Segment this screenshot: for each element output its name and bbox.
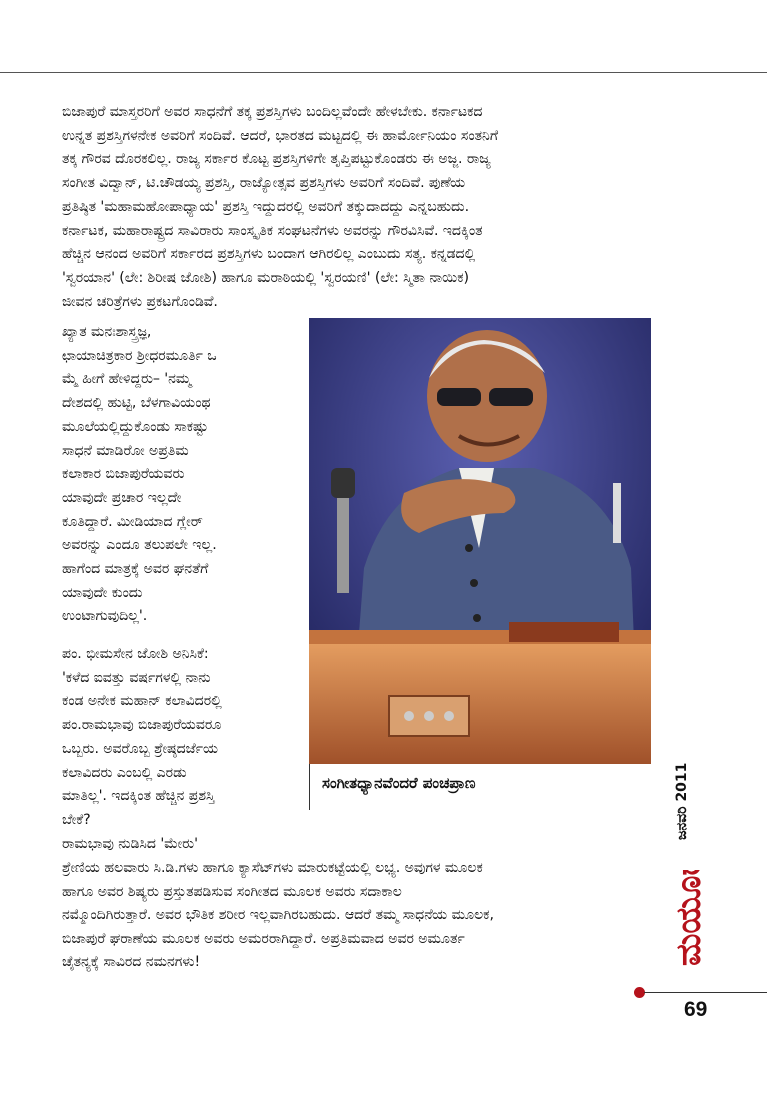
caption-rule xyxy=(309,764,310,810)
text-line: ತಕ್ಕ ಗೌರವ ದೊರಕಲಿಲ್ಲ. ರಾಜ್ಯ ಸರ್ಕಾರ ಕೊಟ್ಟ ಪ್ರಶಸ್ತಿಗಳಿಗೇ ತೃಪ್ತಿಪಟ್ಟುಕೊಂಡರು ಈ ಅಜ್ಜ. ರಾಜ್ಯ xyxy=(62,151,491,168)
text-line: ಪಂ. ಭೀಮಸೇನ ಜೋಶಿ ಅನಿಸಿಕೆ: xyxy=(62,646,209,662)
text-line: ಮಾತಿಲ್ಲ'. ಇದಕ್ಕಿಂತ ಹೆಚ್ಚಿನ ಪ್ರಶಸ್ತಿ xyxy=(62,788,215,805)
text-line: ಚೈತನ್ಯಕ್ಕೆ ಸಾವಿರದ ನಮನಗಳು! xyxy=(62,954,201,970)
text-line: ಬಿಜಾಪುರೆ ಘರಾಣೆಯ ಮೂಲಕ ಅವರು ಅಮರರಾಗಿದ್ದಾರೆ. ಅಪ್ರತಿಮವಾದ ಅವರ ಅಮೂರ್ತ xyxy=(62,930,465,947)
text-line: ಶ್ರೇಣಿಯ ಹಲವಾರು ಸಿ.ಡಿ.ಗಳು ಹಾಗೂ ಕ್ಯಾಸೆಟ್‌ಗಳು ಮಾರುಕಟ್ಟೆಯಲ್ಲಿ ಲಭ್ಯ. ಅವುಗಳ ಮೂಲಕ xyxy=(62,860,483,876)
text-line: ಕಲಾಕಾರ ಬಿಜಾಪುರೆಯವರು xyxy=(62,466,185,483)
text-line: ಪಂ.ರಾಮಭಾವು ಬಿಜಾಪುರೆಯವರೂ xyxy=(62,717,222,734)
magazine-logo xyxy=(668,870,708,968)
top-rule xyxy=(0,72,767,73)
text-line: ಪ್ರತಿಷ್ಠಿತ 'ಮಹಾಮಹೋಪಾಧ್ಯಾಯ' ಪ್ರಶಸ್ತಿ ಇದ್ದುದರಲ್ಲಿ ಅವರಿಗೆ ತಕ್ಕುದಾದದ್ದು ಎನ್ನಬಹುದು. xyxy=(62,198,469,215)
magazine-logo-graphic xyxy=(668,870,708,968)
text-line: ಹಾಗೂ ಅವರ ಶಿಷ್ಯರು ಪ್ರಸ್ತುತಪಡಿಸುವ ಸಂಗೀತದ ಮೂಲಕ ಅವರು ಸದಾಕಾಲ xyxy=(62,883,402,900)
text-line: ಮೂಲೆಯಲ್ಲಿದ್ದುಕೊಂಡು ಸಾಕಷ್ಟು xyxy=(62,418,209,435)
text-line: ಯಾವುದೇ ಕುಂದು xyxy=(62,584,143,601)
issue-date xyxy=(672,762,698,840)
text-line: ಉಂಟಾಗುವುದಿಲ್ಲ'. xyxy=(62,608,148,625)
text-line: ಸಂಗೀತ ವಿದ್ವಾನ್, ಟಿ.ಚೌಡಯ್ಯ ಪ್ರಶಸ್ತಿ, ರಾಜ್ಯೋತ್ಸವ ಪ್ರಶಸ್ತಿಗಳು ಅವರಿಗೆ ಸಂದಿವೆ. ಪುಣೆಯ xyxy=(62,175,466,192)
magazine-logo-text: ಮಯೂರ xyxy=(669,870,708,966)
text-line: ಬೇಕೆ? xyxy=(62,811,91,828)
text-line: ಮ್ಮೆ ಹೀಗೆ ಹೇಳಿದ್ದರು– 'ನಮ್ಮ xyxy=(62,371,192,388)
text-line: ಯಾವುದೇ ಪ್ರಚಾರ ಇಲ್ಲದೇ xyxy=(62,489,182,506)
text-line: ಛಾಯಾಚಿತ್ರಕಾರ ಶ್ರೀಧರಮೂರ್ತಿ ಒ xyxy=(62,347,217,364)
page-number: 69 xyxy=(684,998,708,1021)
text-line: ರಾಮಭಾವು ನುಡಿಸಿದ 'ಮೇರು' xyxy=(62,836,198,852)
text-line: ಕಲಾವಿದರು ಎಂಬಲ್ಲಿ ಎರಡು xyxy=(62,764,187,781)
text-line: ಹೆಚ್ಚಿನ ಆನಂದ ಅವರಿಗೆ ಸರ್ಕಾರದ ಪ್ರಶಸ್ತಿಗಳು ಬಂದಾಗ ಆಗಿರಲಿಲ್ಲ ಎಂಬುದು ಸತ್ಯ. ಕನ್ನಡದಲ್ಲಿ xyxy=(62,246,476,263)
text-line: ಬಿಜಾಪುರೆ ಮಾಸ್ತರರಿಗೆ ಅವರ ಸಾಧನೆಗೆ ತಕ್ಕ ಪ್ರಶಸ್ತಿಗಳು ಬಂದಿಲ್ಲವೆಂದೇ ಹೇಳಬೇಕು. ಕರ್ನಾಟಕದ xyxy=(62,104,483,120)
text-line: ಉನ್ನತ ಪ್ರಶಸ್ತಿಗಳನೇಕ ಅವರಿಗೆ ಸಂದಿವೆ. ಆದರೆ, ಭಾರತದ ಮಟ್ಟದಲ್ಲಿ ಈ ಹಾರ್ಮೋನಿಯಂ ಸಂತನಿಗೆ xyxy=(62,127,498,144)
text-line: ಖ್ಯಾತ ಮನಃಶಾಸ್ತ್ರಜ್ಞ, xyxy=(62,324,152,340)
issue-date-text: ಜನವರಿ 2011 xyxy=(674,762,690,840)
text-line: ಅವರನ್ನು ಎಂದೂ ತಲುಪಲೇ ಇಲ್ಲ. xyxy=(62,537,217,554)
musician-photo xyxy=(309,318,651,764)
text-line: 'ಕಳೆದ ಐವತ್ತು ವರ್ಷಗಳಲ್ಲಿ ನಾನು xyxy=(62,669,211,686)
text-line: ಸಾಧನೆ ಮಾಡಿರೋ ಅಪ್ರತಿಮ xyxy=(62,442,189,459)
text-line: ಕರ್ನಾಟಕ, ಮಹಾರಾಷ್ಟ್ರದ ಸಾವಿರಾರು ಸಾಂಸ್ಕೃತಿಕ ಸಂಘಟನೆಗಳು ಅವರನ್ನು ಗೌರವಿಸಿವೆ. ಇದಕ್ಕಿಂತ xyxy=(62,222,483,239)
text-line: ಕಂಡ ಅನೇಕ ಮಹಾನ್ ಕಲಾವಿದರಲ್ಲಿ xyxy=(62,693,222,710)
musician-photo-illustration xyxy=(309,318,651,764)
text-line: ಕೂತಿದ್ದಾರೆ. ಮೀಡಿಯಾದ ಗ್ಲೇರ್ xyxy=(62,513,203,530)
photo-caption: ಸಂಗೀತಧ್ಯಾನವೆಂದರೆ ಪಂಚಪ್ರಾಣ xyxy=(322,774,476,792)
text-line: ಹಾಗೆಂದ ಮಾತ್ರಕ್ಕೆ ಅವರ ಘನತೆಗೆ xyxy=(62,561,209,577)
text-line: ದೇಶದಲ್ಲಿ ಹುಟ್ಟಿ, ಬೆಳಗಾವಿಯಂಥ xyxy=(62,395,211,412)
text-line: 'ಸ್ವರಯಾನ' (ಲೇ: ಶಿರೀಷ ಜೋಶಿ) ಹಾಗೂ ಮರಾಠಿಯಲ್ಲಿ 'ಸ್ವರಯಣಿ' (ಲೇ: ಸ್ಮಿತಾ ನಾಯಿಕ) xyxy=(62,269,469,286)
footer-rule xyxy=(644,992,767,993)
text-line: ಜೀವನ ಚರಿತ್ರೆಗಳು ಪ್ರಕಟಗೊಂಡಿವೆ. xyxy=(62,293,218,310)
text-line: ನಮ್ಮೊಂದಿಗಿರುತ್ತಾರೆ. ಅವರ ಭೌತಿಕ ಶರೀರ ಇಲ್ಲವಾಗಿರಬಹುದು. ಆದರೆ ತಮ್ಮ ಸಾಧನೆಯ ಮೂಲಕ, xyxy=(62,907,494,923)
text-line: ಒಬ್ಬರು. ಅವರೊಬ್ಬ ಶ್ರೇಷ್ಠದರ್ಜೆಯ xyxy=(62,740,219,757)
